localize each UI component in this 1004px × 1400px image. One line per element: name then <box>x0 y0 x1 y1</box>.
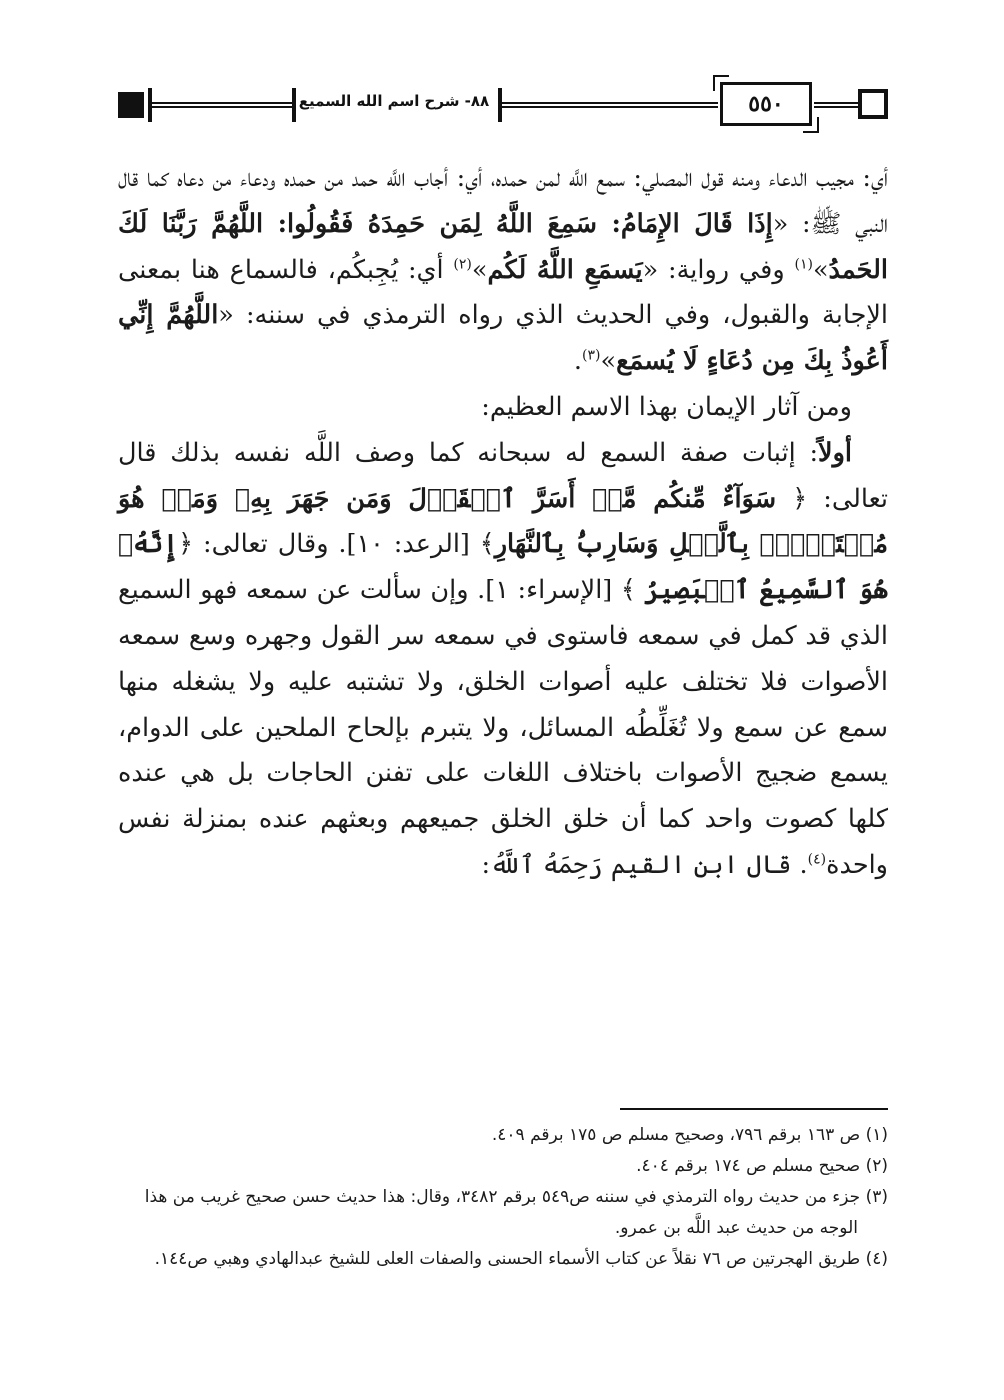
text-run: أي: يُجِبكُم، فالسماع هنا بمعنى الإجابة والقبول، وفي الحديث الذي رواه الترمذي في سننه: « <box>118 254 888 331</box>
text-run: : إثبات صفة السمع له سبحانه كما وصف اللَّه نفسه بذلك قال تعالى: ﴿ <box>118 437 889 514</box>
running-header <box>118 78 888 132</box>
header-rule <box>502 102 718 108</box>
point-lead: أولاً <box>818 437 852 468</box>
page-number-frame <box>720 82 812 126</box>
header-ornament-square-left <box>118 92 144 118</box>
text-run: ﴾ [الرعد: ١٠]. وقال تعالى: ﴿ <box>178 529 495 560</box>
paragraph <box>118 156 888 385</box>
hadith-quote: يَسمَعِ اللَّهُ لَكُم <box>487 254 643 285</box>
quote-mark: » <box>471 254 488 285</box>
quote-mark: » <box>812 254 829 285</box>
footnote-marker: (٤) <box>807 851 827 868</box>
footnote-marker: (١) <box>794 256 813 273</box>
text-run: ﴾ [الإسراء: ١]. وإن سألت عن سمعه فهو السميع الذي قد كمل في سمعه فاستوى في سمعه سر القول وجهره وسع سمعه الأصوات فلا تختلف عليه أصوات الخلق، ولا تشتبه عليه ولا يشغله منها سمع عن سمع ولا تُغَلِّطُه المسائل، ولا يتبرم بإلحاح الملحين على الدوام، يسمع ضجيج الأصوات باختلاف اللغات على تفنن الحاجات بل هي عنده كلها كصوت واحد كما أن خلق الخلق جميعهم وبعثهم عنده بمنزلة نفس واحدة <box>118 575 888 880</box>
footnote-separator <box>620 1108 888 1110</box>
hadith-quote: اللَّهُمَّ إِنِّي أَعُوذُ بِكَ مِن دُعَاءٍ لَا يُسمَع <box>118 300 888 377</box>
page-number: ٥٥٠ <box>748 91 784 117</box>
paragraph: ومن آثار الإيمان بهذا الاسم العظيم: <box>481 391 852 422</box>
footnote: (٤) طريق الهجرتين ص ٧٦ نقلاً عن كتاب الأسماء الحسنى والصفات العلى للشيخ عبدالهادي وهبي ص١٤٤. <box>154 1249 888 1269</box>
hadith-quote: إِذَا قَالَ الإِمَامُ: سَمِعَ اللَّهُ لِمَن حَمِدَهُ فَقُولُوا: اللَّهُمَّ رَبَّنَا لَكَ الحَمدُ <box>118 208 888 285</box>
text-run: . <box>573 346 582 377</box>
header-rule <box>814 102 858 108</box>
footnote-marker: (٢) <box>453 256 472 273</box>
header-rule <box>152 102 292 108</box>
quote-mark: » <box>600 346 617 377</box>
text-run: أي: مجيب الدعاء ومنه قول المصلي: سمع اللَّه لمن حمده، أي: أجاب اللَّه حمد من حمده ودعاء من دعاه كما قال النبي ﷺ: « <box>118 163 888 239</box>
header-ornament-square-right <box>858 89 888 119</box>
text-run: . قال ابن القيم رَحِمَهُ ٱللَّهُ: <box>481 849 808 880</box>
quran-verse: إِنَّهُۥ هُوَ ٱلسَّمِيعُ ٱلۡبَصِيرُ <box>118 529 888 606</box>
footnote: (٢) صحيح مسلم ص ١٧٤ برقم ٤٠٤. <box>636 1156 888 1176</box>
main-text <box>118 156 888 889</box>
section-title: ٨٨- شرح اسم الله السميع <box>298 92 490 110</box>
footnote: (١) ص ١٦٣ برقم ٧٩٦، وصحيح مسلم ص ١٧٥ برقم ٤٠٩. <box>491 1125 888 1145</box>
text-run: وفي رواية: « <box>642 254 795 285</box>
paragraph <box>118 431 888 889</box>
footnote: (٣) جزء من حديث رواه الترمذي في سننه ص٥٤٩ برقم ٣٤٨٢، وقال: هذا حديث حسن صحيح غريب من هذا الوجه من حديث عبد اللَّه بن عمرو. <box>144 1187 888 1238</box>
quran-verse: سَوَآءٌ مِّنكُم مَّنۡ أَسَرَّ ٱلۡقَوۡلَ وَمَن جَهَرَ بِهِۦ وَمَنۡ هُوَ مُسۡتَخۡفِۭ بِٱلَّيۡلِ وَسَارِبُۢ بِٱلنَّهَارِ <box>118 483 888 560</box>
footnote-marker: (٣) <box>582 347 601 364</box>
footnotes <box>118 1120 888 1275</box>
